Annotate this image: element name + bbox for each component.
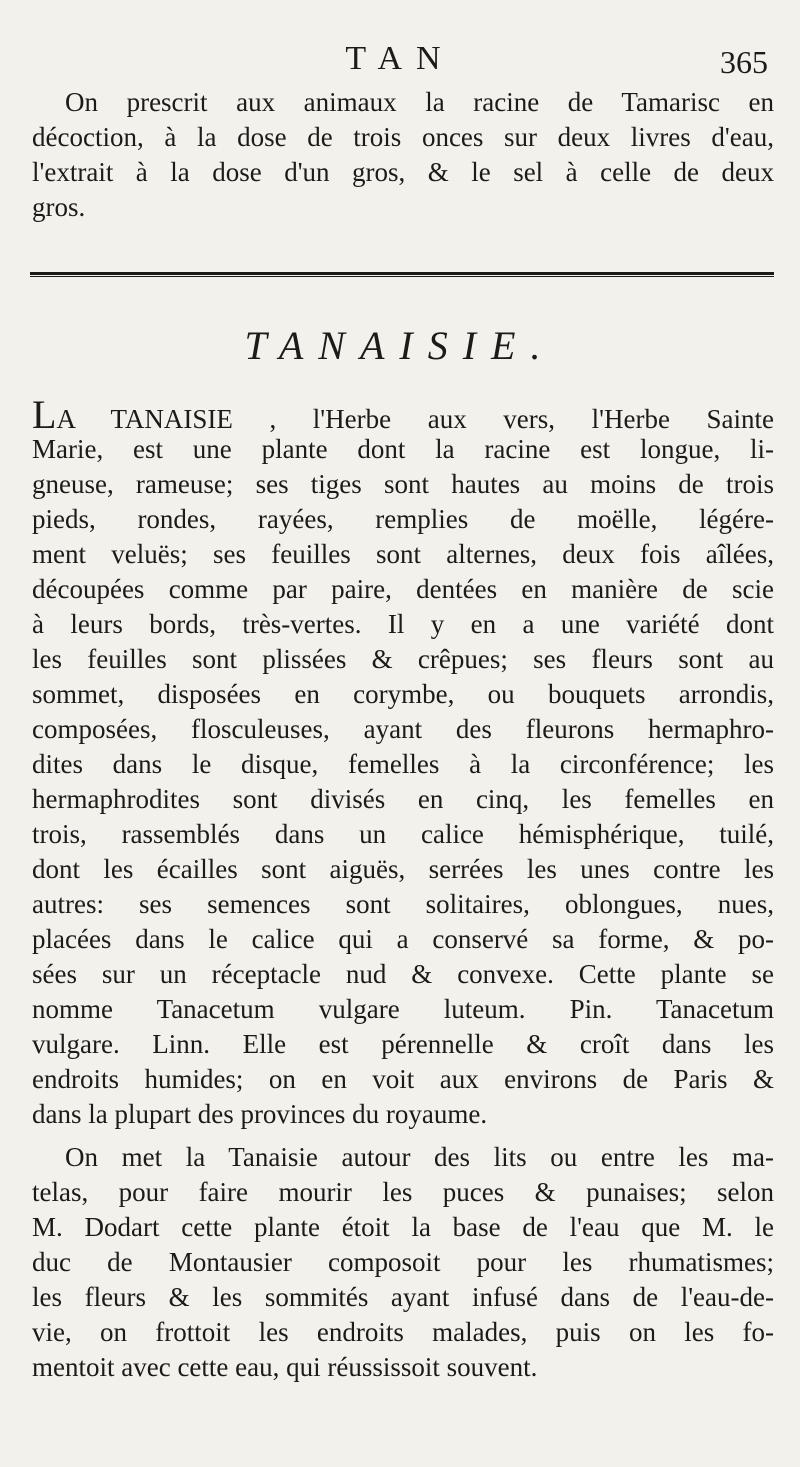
first-text-line bbox=[32, 397, 774, 432]
text-line: découpées comme par paire, dentées en manière de scie bbox=[32, 574, 774, 604]
text-line: On prescrit aux animaux la racine de Tamarisc en bbox=[65, 87, 774, 117]
text-line: gros. bbox=[32, 192, 86, 222]
text-line: trois, rassemblés dans un calice hémisphérique, tuilé, bbox=[32, 819, 774, 849]
text-line: nomme Tanacetum vulgare luteum. Pin. Tanacetum bbox=[32, 994, 774, 1024]
first-line-rest: , l'Herbe aux vers, l'Herbe Sainte bbox=[269, 404, 774, 432]
text-line: l'extrait à la dose d'un gros, & le sel à celle de deux bbox=[32, 157, 774, 187]
text-line: vie, on frottoit les endroits malades, puis on les fo- bbox=[32, 1317, 774, 1347]
text-line: dont les écailles sont aiguës, serrées les unes contre les bbox=[32, 854, 774, 884]
text-line: les fleurs & les sommités ayant infusé dans de l'eau-de- bbox=[32, 1282, 774, 1312]
text-line: vulgare. Linn. Elle est pérennelle & croît dans les bbox=[32, 1029, 774, 1059]
text-line: endroits humides; on en voit aux environs de Paris & bbox=[32, 1064, 774, 1094]
running-head-title: TAN bbox=[345, 40, 455, 77]
section-title: TANAISIE. bbox=[244, 323, 556, 368]
text-line: sées sur un réceptacle nud & convexe. Cette plante se bbox=[32, 959, 774, 989]
drop-capital: L bbox=[32, 397, 57, 432]
section-divider bbox=[30, 272, 774, 277]
text-line: composées, flosculeuses, ayant des fleurons hermaphro- bbox=[32, 714, 774, 744]
text-line: pieds, rondes, rayées, remplies de moëlle, légére- bbox=[32, 504, 774, 534]
text-line: autres: ses semences sont solitaires, oblongues, nues, bbox=[32, 889, 774, 919]
text-line: à leurs bords, très-vertes. Il y en a une variété dont bbox=[32, 609, 774, 639]
text-line: On met la Tanaisie autour des lits ou entre les ma- bbox=[65, 1142, 774, 1172]
text-line: dites dans le disque, femelles à la circonférence; les bbox=[32, 749, 774, 779]
text-line: placées dans le calice qui a conservé sa forme, & po- bbox=[32, 924, 774, 954]
text-line: ment veluës; ses feuilles sont alternes, deux fois aîlées, bbox=[32, 539, 774, 569]
text-line: décoction, à la dose de trois onces sur deux livres d'eau, bbox=[32, 122, 774, 152]
text-line: gneuse, rameuse; ses tiges sont hautes au moins de trois bbox=[32, 469, 774, 499]
page-number: 365 bbox=[720, 44, 768, 80]
text-line: sommet, disposées en corymbe, ou bouquets arrondis, bbox=[32, 679, 774, 709]
text-line: duc de Montausier composoit pour les rhumatismes; bbox=[32, 1247, 774, 1277]
text-line: dans la plupart des provinces du royaume. bbox=[32, 1099, 488, 1129]
text-line: les feuilles sont plissées & crêpues; ses fleurs sont au bbox=[32, 644, 774, 674]
entry-headword: A TANAISIE bbox=[56, 404, 233, 432]
text-line: mentoit avec cette eau, qui réussissoit souvent. bbox=[32, 1352, 538, 1382]
running-head bbox=[0, 40, 800, 90]
text-line: Marie, est une plante dont la racine est longue, li- bbox=[32, 434, 774, 464]
text-line: telas, pour faire mourir les puces & punaises; selon bbox=[32, 1177, 774, 1207]
text-line: M. Dodart cette plante étoit la base de l'eau que M. le bbox=[32, 1212, 774, 1242]
text-line: hermaphrodites sont divisés en cinq, les femelles en bbox=[32, 784, 774, 814]
